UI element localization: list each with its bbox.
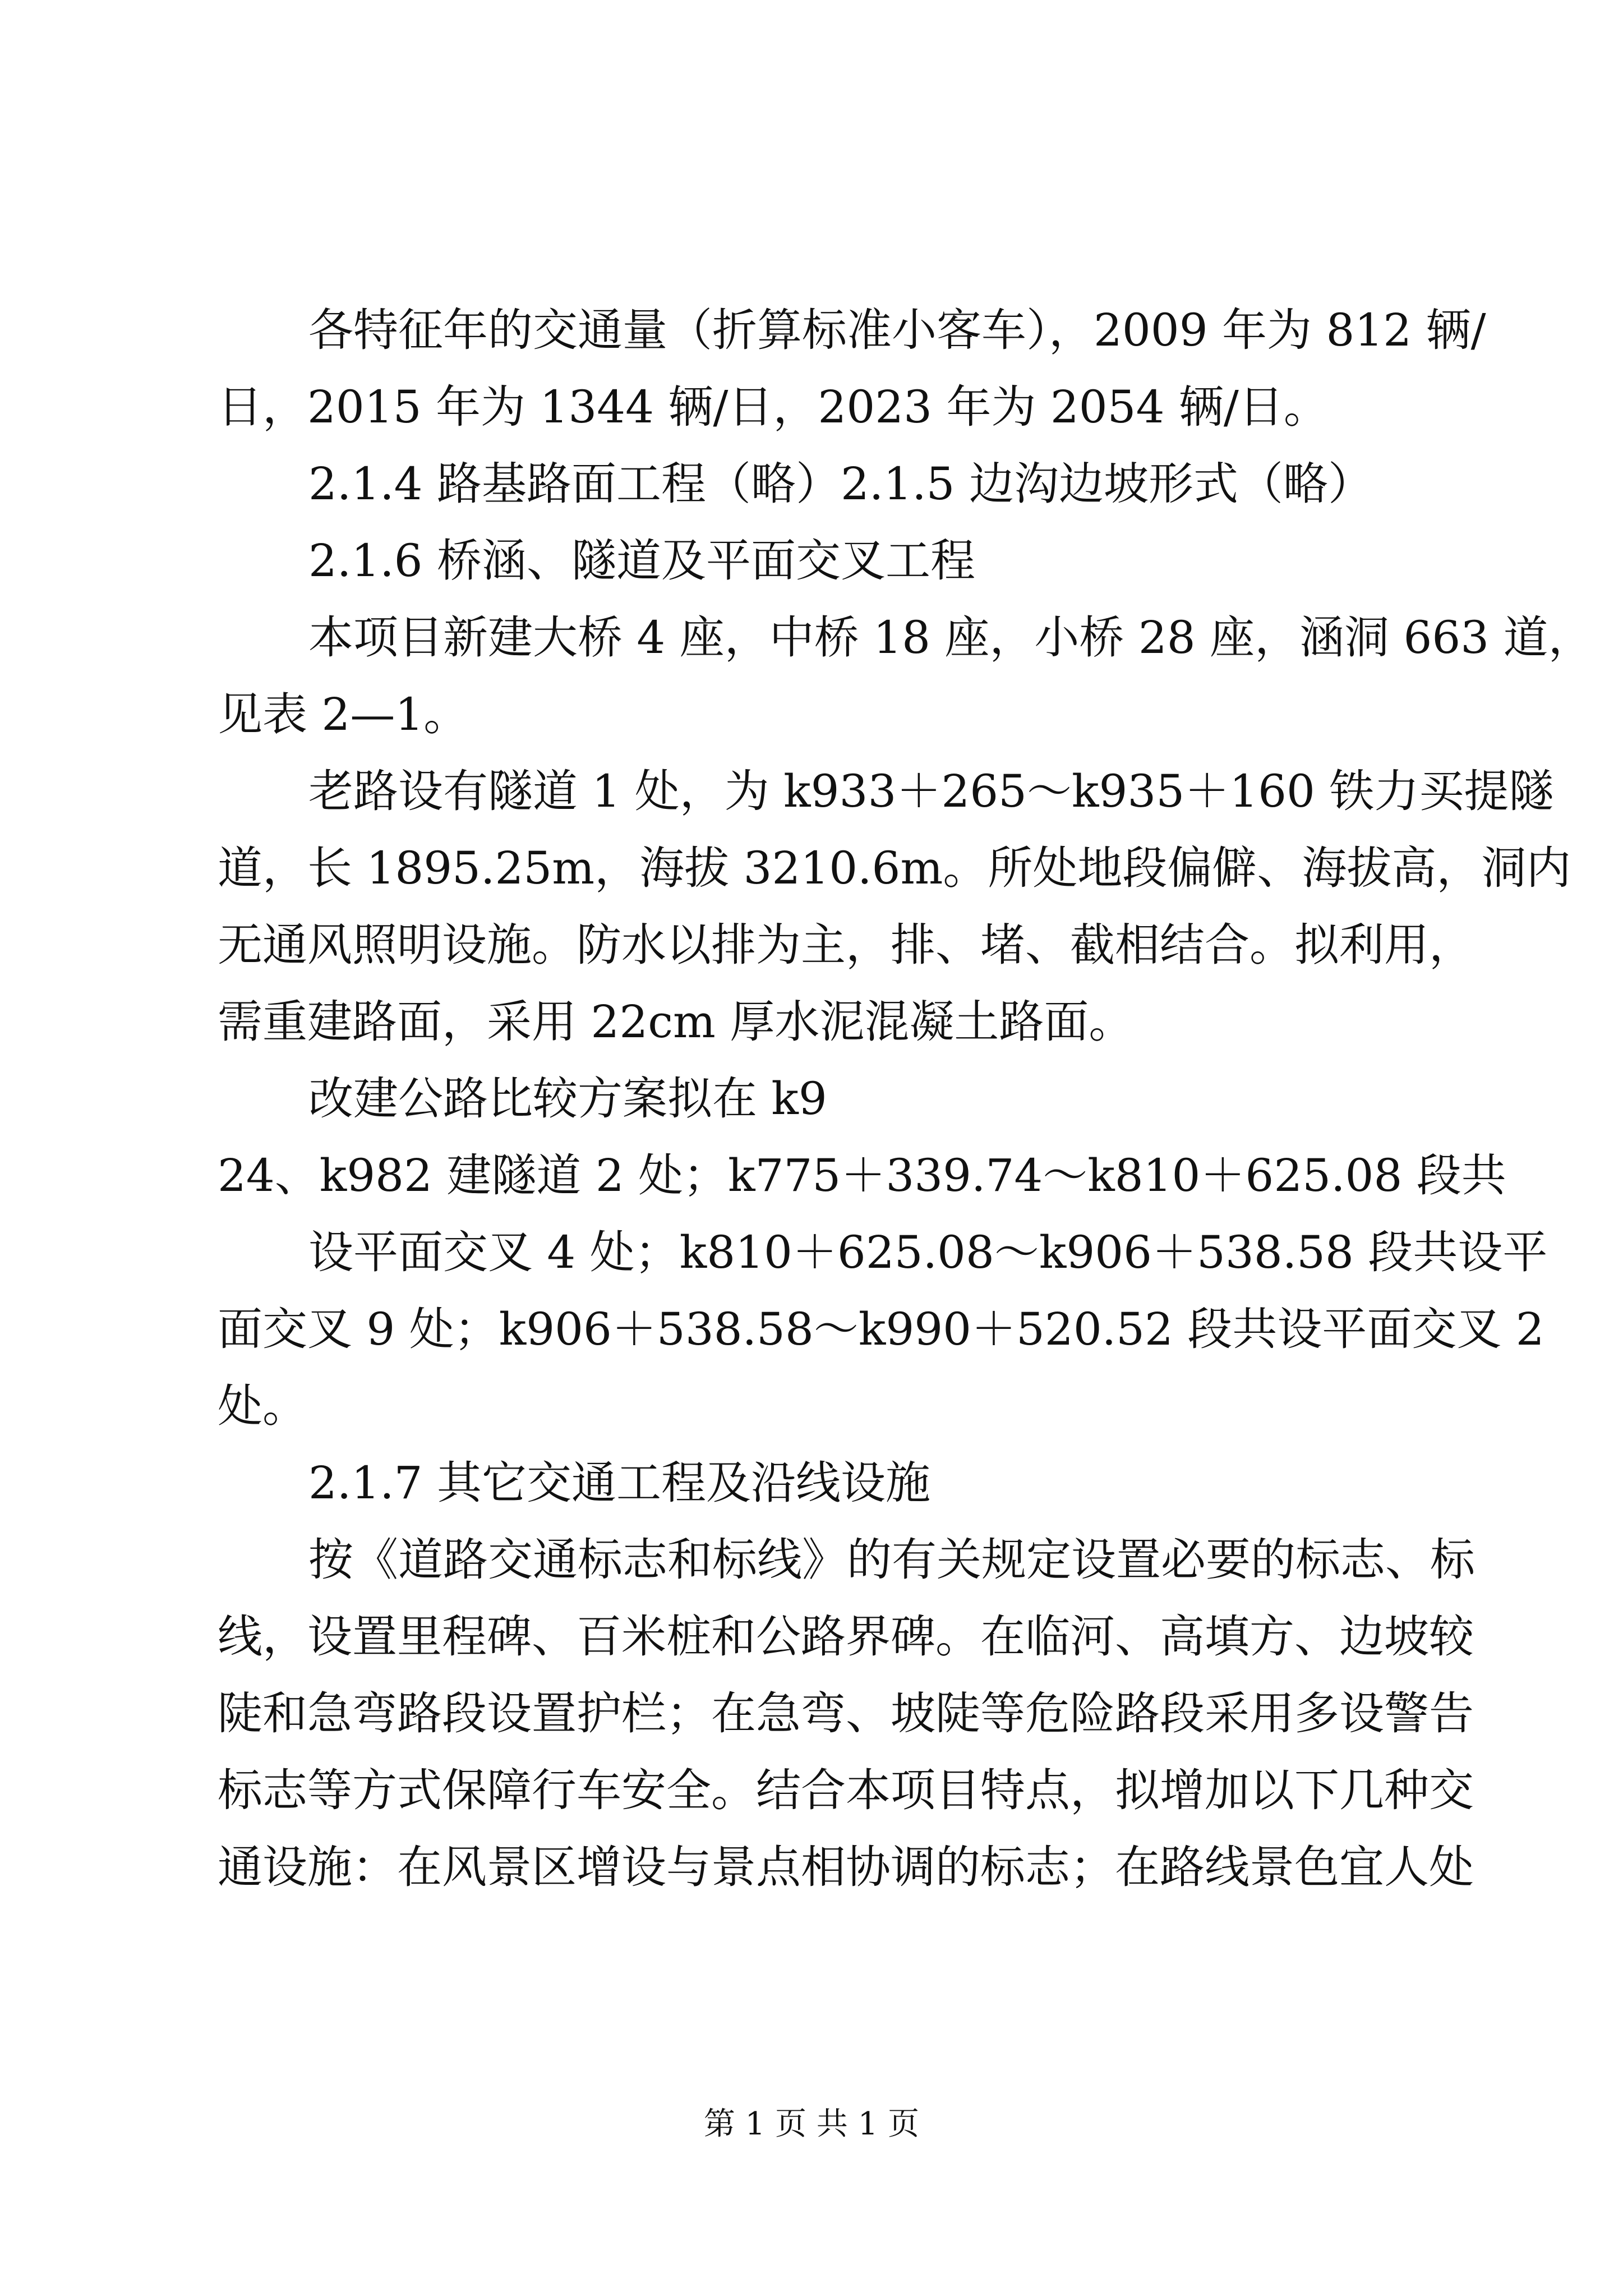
paragraph-line: 按《道路交通标志和标线》的有关规定设置必要的标志、标: [308, 1534, 1475, 1586]
paragraph-line: 陡和急弯路段设置护栏；在急弯、坡陡等危险路段采用多设警告: [218, 1687, 1474, 1740]
paragraph-line: 日，2015 年为 1344 辆/日，2023 年为 2054 辆/日。: [218, 381, 1329, 433]
paragraph-line: 处。: [218, 1380, 307, 1432]
paragraph-line: 标志等方式保障行车安全。结合本项目特点，拟增加以下几种交: [218, 1764, 1474, 1816]
paragraph-line: 面交叉 9 处；k906＋538.58～k990＋520.52 段共设平面交叉 2: [218, 1303, 1544, 1355]
paragraph-line: 无通风照明设施。防水以排为主，排、堵、截相结合。拟利用，: [218, 919, 1474, 971]
document-body: [218, 292, 1593, 1906]
paragraph-line: 老路设有隧道 1 处，为 k933＋265～k935＋160 铁力买提隧: [308, 765, 1554, 817]
paragraph-line: 改建公路比较方案拟在 k9: [308, 1073, 827, 1125]
section-heading: 2.1.7 其它交通工程及沿线设施: [308, 1457, 930, 1509]
paragraph-line: 通设施：在风景区增设与景点相协调的标志；在路线景色宜人处: [218, 1841, 1474, 1893]
section-heading: 2.1.4 路基路面工程（略）2.1.5 边沟边坡形式（略）: [308, 458, 1373, 510]
paragraph-line: 见表 2—1。: [218, 688, 469, 740]
paragraph-line: 24、k982 建隧道 2 处；k775＋339.74～k810＋625.08 段共: [218, 1149, 1506, 1202]
page-footer: 第 1 页 共 1 页: [703, 2106, 920, 2142]
paragraph-line: 线，设置里程碑、百米桩和公路界碑。在临河、高填方、边坡较: [218, 1611, 1474, 1663]
paragraph-line: 本项目新建大桥 4 座，中桥 18 座，小桥 28 座，涵洞 663 道，: [308, 611, 1593, 664]
paragraph-line: 需重建路面，采用 22cm 厚水泥混凝土路面。: [218, 996, 1134, 1048]
paragraph-line: 设平面交叉 4 处；k810＋625.08～k906＋538.58 段共设平: [308, 1226, 1548, 1278]
section-heading: 2.1.6 桥涵、隧道及平面交叉工程: [308, 535, 975, 587]
paragraph-line: 各特征年的交通量（折算标准小客车），2009 年为 812 辆/: [308, 304, 1486, 356]
paragraph-line: 道，长 1895.25m，海拔 3210.6m。所处地段偏僻、海拔高，洞内: [218, 842, 1571, 894]
